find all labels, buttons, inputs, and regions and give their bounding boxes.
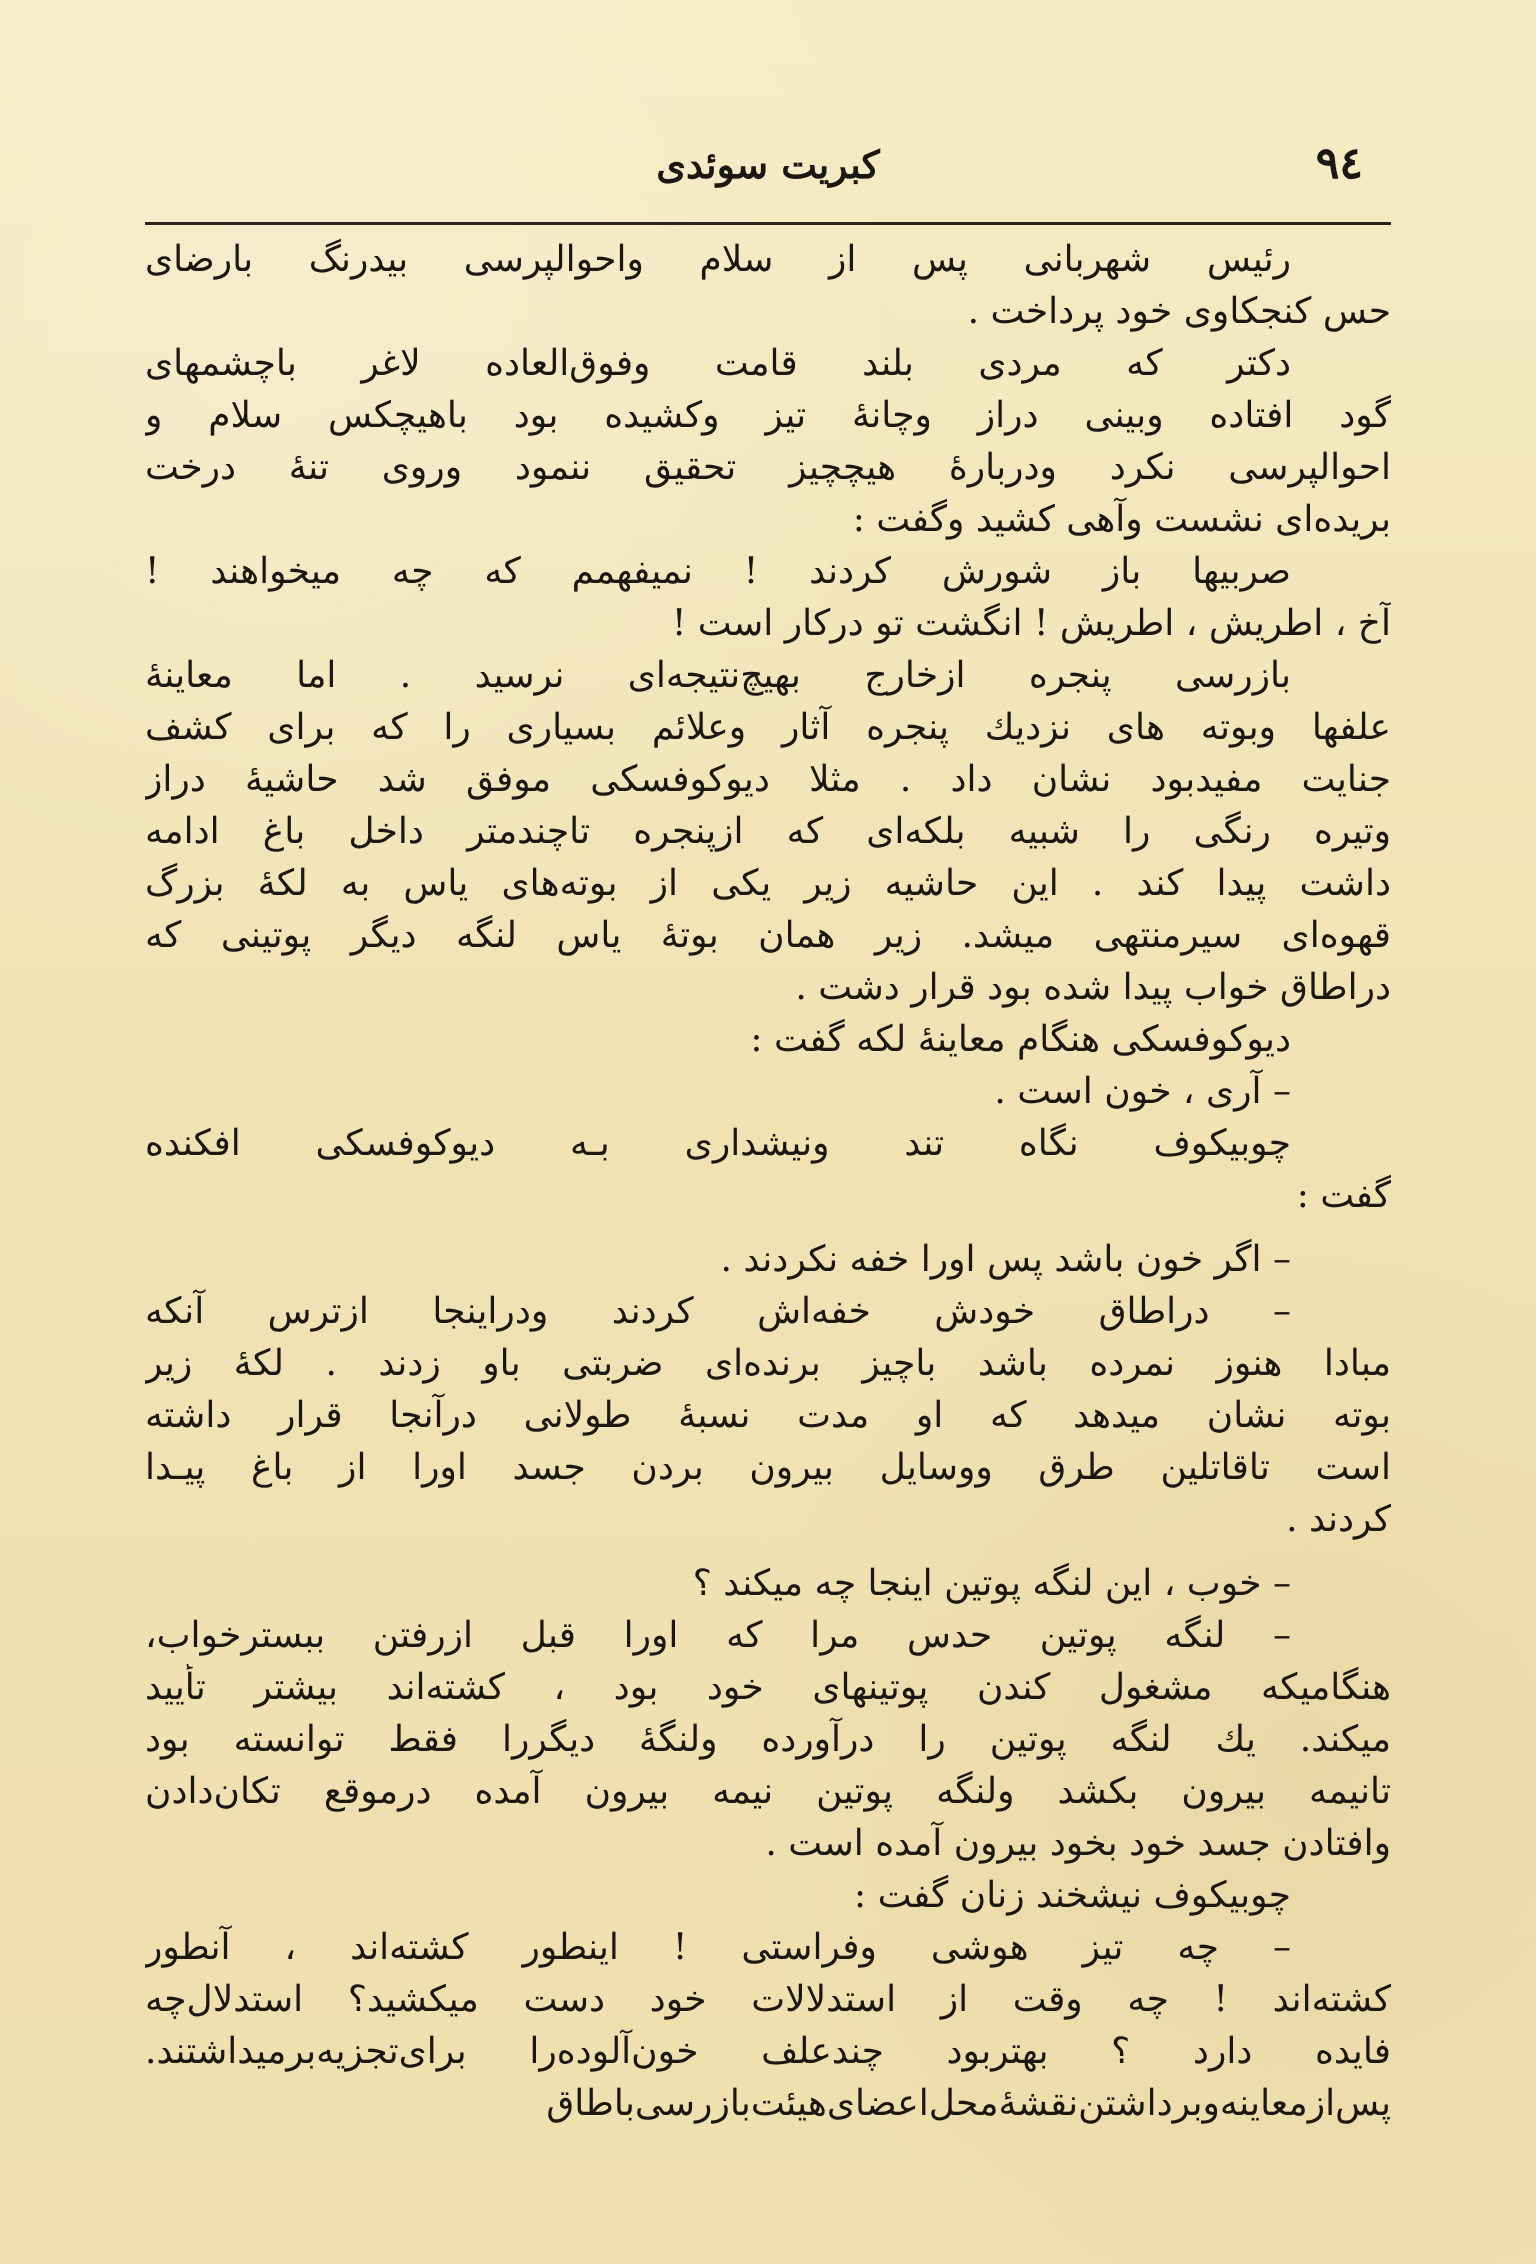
text-line-2: حس کنجکاوی خود پرداخت . xyxy=(967,291,1391,332)
text-line-24: است تاقاتلین طرق ووسایل بیرون بردن جسد اورا از باغ پیـدا xyxy=(145,1447,1391,1488)
main-text xyxy=(145,236,1391,2154)
text-line-23: بوته نشان میدهد که او مدت نسبهٔ طولانی درآنجا قرار داشته xyxy=(145,1395,1391,1436)
text-line-21: – دراطاق خودش خفه‌اش کردند ودراینجا ازترس آنکه xyxy=(145,1291,1291,1332)
text-line-8: آخ ، اطریش ، اطریش ! انگشت تو درکار است ! xyxy=(671,603,1391,644)
page-number: ۹٤ xyxy=(1315,138,1363,189)
text-line-22: مبادا هنوز نمرده باشد باچیز برنده‌ای ضربتی باو زدند . لکهٔ زیر xyxy=(145,1343,1391,1384)
text-line-6: بریده‌ای نشست وآهی کشید وگفت : xyxy=(852,499,1391,540)
book-title: کبریت سوئدی xyxy=(656,142,880,187)
text-line-19: گفت : xyxy=(1296,1175,1391,1216)
text-line-4: گود افتاده وبینی دراز وچانهٔ تیز وکشیده بود باهیچکس سلام و xyxy=(145,395,1391,436)
text-line-3: دکتر که مردی بلند قامت وفوق‌العاده لاغر باچشمهای xyxy=(145,343,1291,384)
text-line-1: رئیس شهربانی پس از سلام واحوالپرسی بیدرنگ بارضای xyxy=(145,239,1291,280)
text-line-33: – چه تیز هوشی وفراستی ! اینطور کشته‌اند ، آنطور xyxy=(145,1927,1291,1968)
text-line-7: صربیها باز شورش کردند ! نمیفهمم که چه میخواهند ! xyxy=(145,551,1291,592)
text-line-11: جنایت مفیدبود نشان داد . مثلا دیوکوفسکی موفق شد حاشیهٔ دراز xyxy=(145,759,1391,800)
text-line-10: علفها وبوته های نزدیك پنجره آثار وعلائم بسیاری را که برای کشف xyxy=(145,707,1391,748)
text-line-5: احوالپرسی نکرد ودربارهٔ هیچچیز تحقیق ننمود وروی تنهٔ درخت xyxy=(145,447,1391,488)
text-line-17: – آری ، خون است . xyxy=(994,1071,1291,1112)
page-header xyxy=(145,124,1391,224)
text-line-29: میکند. یك لنگه پوتین را درآورده ولنگهٔ دیگررا فقط توانسته بود xyxy=(145,1719,1391,1760)
text-line-34: کشته‌اند ! چه وقت از استدلالات خود دست میکشید؟ استدلال‌چه xyxy=(145,1979,1391,2020)
text-line-36: پس‌ازمعاینه‌وبرداشتن‌نقشهٔ‌محل‌اعضای‌هیئت‌بازرسی‌باطاق xyxy=(546,2083,1391,2124)
text-line-30: تانیمه بیرون بکشد ولنگه پوتین نیمه بیرون آمده درموقع تکان‌دادن xyxy=(145,1771,1391,1812)
text-line-28: هنگامیکه مشغول کندن پوتینهای خود بود ، کشته‌اند بیشتر تأیید xyxy=(145,1667,1391,1708)
text-line-26: – خوب ، این لنگه پوتین اینجا چه میکند ؟ xyxy=(692,1563,1291,1604)
text-line-13: داشت پیدا کند . این حاشیه زیر یکی از بوته‌های یاس به لکهٔ بزرگ xyxy=(145,863,1391,904)
text-line-12: وتیره رنگی را شبیه بلکه‌ای که ازپنجره تاچندمتر داخل باغ ادامه xyxy=(145,811,1391,852)
text-line-27: – لنگه پوتین حدس مرا که اورا قبل ازرفتن ببسترخواب، xyxy=(145,1615,1291,1656)
text-line-14: قهوه‌ای سیرمنتهی میشد. زیر همان بوتهٔ یاس لنگه دیگر پوتینی که xyxy=(145,915,1391,956)
text-line-25: کردند . xyxy=(1286,1499,1391,1540)
text-line-32: چوبیکوف نیشخند زنان گفت : xyxy=(854,1875,1291,1916)
text-line-20: – اگر خون باشد پس اورا خفه نکردند . xyxy=(720,1239,1291,1280)
text-line-15: دراطاق خواب پیدا شده بود قرار دشت . xyxy=(795,967,1391,1008)
header-rule xyxy=(145,222,1391,225)
text-line-31: وافتادن جسد خود بخود بیرون آمده است . xyxy=(765,1823,1391,1864)
text-line-35: فایده دارد ؟ بهتربود چندعلف خون‌آلوده‌را برای‌تجزیه‌برمیداشتند. xyxy=(145,2031,1391,2072)
text-line-18: چوبیکوف نگاه تند ونیشداری بـه دیوکوفسکی افکنده xyxy=(145,1123,1291,1164)
text-line-9: بازرسی پنجره ازخارج بهیچ‌نتیجه‌ای نرسید . اما معاینهٔ xyxy=(145,655,1291,696)
text-line-16: دیوکوفسکی هنگام معاینهٔ لکه گفت : xyxy=(750,1019,1291,1060)
